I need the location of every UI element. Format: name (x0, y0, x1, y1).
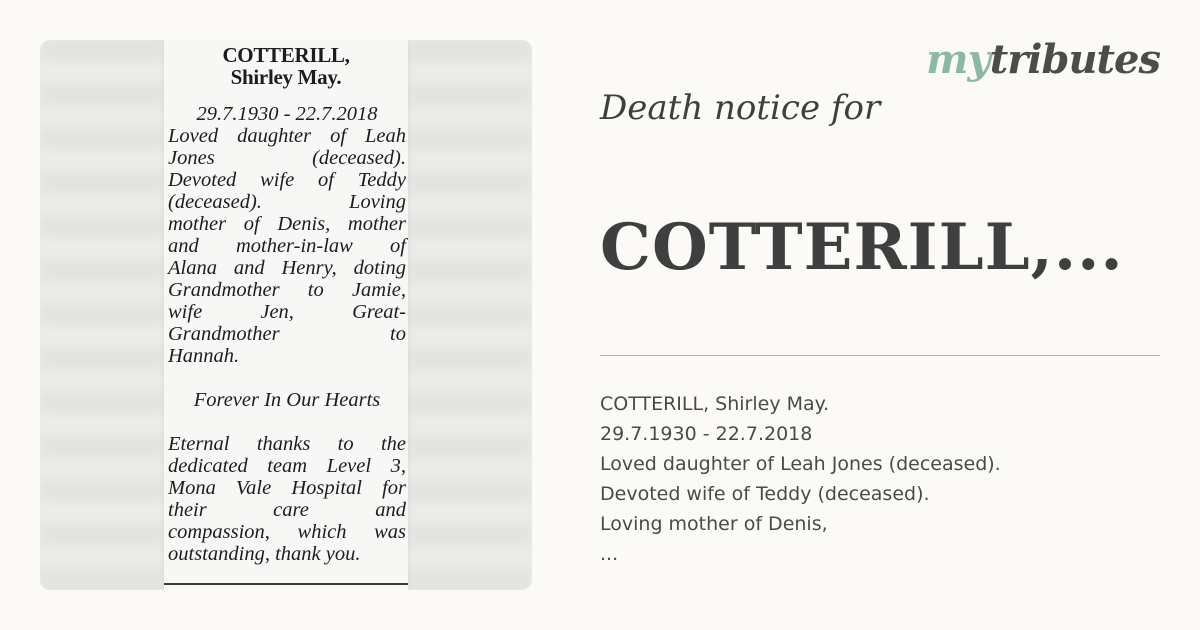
clipping-thanks-line: dedicated team Level 3, (168, 455, 406, 477)
mytributes-logo[interactable] (926, 36, 1160, 83)
clipping-line: Devoted wife of Teddy (168, 169, 406, 191)
clipping-dates: 29.7.1930 - 22.7.2018 (196, 103, 378, 125)
clipping-thanks-line: Eternal thanks to the (168, 433, 406, 455)
excerpt-line: 29.7.1930 - 22.7.2018 (600, 423, 813, 445)
excerpt-line: Loving mother of Denis, (600, 513, 828, 535)
logo-tributes: tributes (989, 36, 1160, 83)
clipping-bottom-rule (164, 583, 408, 585)
excerpt-line: COTTERILL, Shirley May. (600, 393, 830, 415)
blurred-background-right (407, 40, 532, 590)
clipping-name-line-1: COTTERILL, (222, 43, 350, 67)
excerpt-line: Loved daughter of Leah Jones (deceased). (600, 453, 1001, 475)
logo-my: my (926, 36, 990, 83)
blurred-background-left (40, 40, 165, 590)
page-heading: Death notice for (600, 88, 881, 128)
divider (600, 355, 1160, 356)
clipping-thanks-line: their care and (168, 499, 406, 521)
clipping-thanks-line: compassion, which was (168, 521, 406, 543)
excerpt-ellipsis: ... (600, 543, 619, 565)
deceased-name-title: COTTERILL,... (600, 210, 1124, 285)
clipping-line: Grandmother to Jamie, (168, 279, 406, 301)
clipping-line: Jones (deceased). (168, 147, 406, 169)
clipping-line: Grandmother to (168, 323, 406, 345)
clipping-name (164, 44, 408, 88)
clipping-line: wife Jen, Great- (168, 301, 406, 323)
clipping-line: Hannah. (168, 345, 240, 367)
excerpt-line: Devoted wife of Teddy (deceased). (600, 483, 930, 505)
notice-image (40, 40, 532, 590)
newspaper-clipping (164, 40, 408, 590)
clipping-motto: Forever In Our Hearts (193, 389, 381, 411)
clipping-line: Alana and Henry, doting (168, 257, 406, 279)
clipping-line: Loved daughter of Leah (168, 125, 406, 147)
clipping-line: and mother-in-law of (168, 235, 406, 257)
clipping-name-line-2: Shirley May. (230, 65, 342, 89)
clipping-thanks-line: outstanding, thank you. (168, 543, 361, 565)
clipping-body (164, 103, 408, 565)
notice-excerpt (600, 389, 1001, 569)
clipping-line: (deceased). Loving (168, 191, 406, 213)
clipping-line: mother of Denis, mother (168, 213, 406, 235)
clipping-thanks-line: Mona Vale Hospital for (168, 477, 406, 499)
